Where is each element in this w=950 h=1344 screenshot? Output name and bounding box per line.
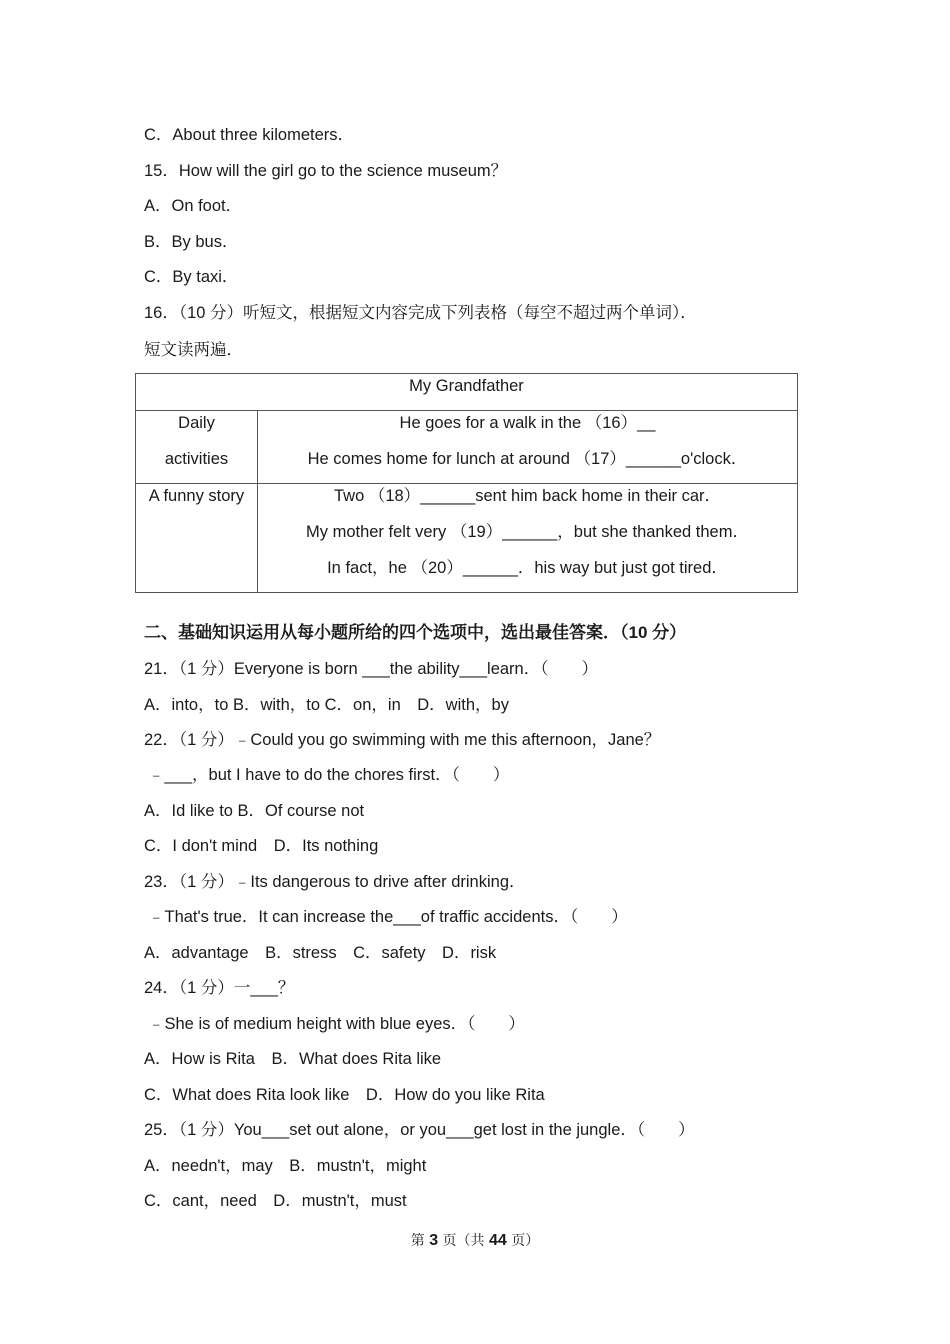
question-15: 15．How will the girl go to the science museum？ (144, 162, 508, 180)
question-21: 21．（1 分）Everyone is born ___the ability___learn．（ ） (144, 660, 598, 678)
blank-20-line: In fact，he （20）______．his way but just got tired． (327, 559, 728, 577)
funny-story-label: A funny story (136, 484, 258, 593)
question-23: 23．（1 分）﹣Its dangerous to drive after drinking． (144, 873, 526, 891)
table-title: My Grandfather (136, 374, 798, 411)
page-number: 3 (429, 1232, 439, 1249)
page-footer: 第 3 页（共 44 页） (410, 1232, 540, 1249)
daily-activities-label: Daily activities (136, 411, 258, 484)
options-q22-cd: C．I don't mind D．Its nothing (144, 837, 379, 855)
question-22: 22．（1 分）﹣Could you go swimming with me this afternoon，Jane？ (144, 731, 661, 749)
options-q24-cd: C．What does Rita look like D．How do you like Rita (144, 1086, 545, 1104)
daily-activities-content (258, 411, 798, 484)
option-b-q15: B．By bus． (144, 233, 239, 251)
question-22-reply: ﹣___，but I have to do the chores first．（ ） (148, 766, 510, 784)
question-24: 24．（1 分）一___？ (144, 979, 295, 997)
page-total: 44 (489, 1232, 507, 1249)
options-q21: A．into，to B．with，to C．on，in D．with，by (144, 696, 509, 714)
blank-17-line: He comes home for lunch at around （17）______o'clock． (307, 450, 748, 468)
grandfather-table (135, 373, 798, 593)
options-q25-cd: C．cant，need D．mustn't，must (144, 1192, 407, 1210)
option-c-q15: C．By taxi． (144, 268, 239, 286)
question-24-reply: ﹣She is of medium height with blue eyes．（ ） (148, 1015, 525, 1033)
question-23-reply: ﹣That's true．It can increase the___of traffic accidents．（ ） (148, 908, 628, 926)
options-q24-ab: A．How is Rita B．What does Rita like (144, 1050, 442, 1068)
funny-story-content (258, 484, 798, 593)
question-16: 16．（10 分）听短文，根据短文内容完成下列表格（每空不超过两个单词）． (144, 304, 697, 322)
options-q25-ab: A．needn't，may B．mustn't，might (144, 1157, 427, 1175)
option-a-q15: A．On foot． (144, 197, 243, 215)
blank-18-line: Two （18）______sent him back home in their car． (333, 487, 722, 505)
question-25: 25．（1 分）You___set out alone，or you___get lost in the jungle．（ ） (144, 1121, 695, 1139)
question-16-note: 短文读两遍． (144, 341, 243, 359)
blank-19-line: My mother felt very （19）______，but she thanked them． (306, 523, 749, 541)
section-title: 二、基础知识运用从每小题所给的四个选项中，选出最佳答案．（10 分） (144, 623, 687, 642)
blank-16-line: He goes for a walk in the （16）__ (399, 414, 656, 432)
options-q23: A．advantage B．stress C．safety D．risk (144, 944, 497, 962)
option-c-q14: C．About three kilometers． (144, 126, 354, 144)
options-q22-ab: A．Id like to B．Of course not (144, 802, 365, 820)
